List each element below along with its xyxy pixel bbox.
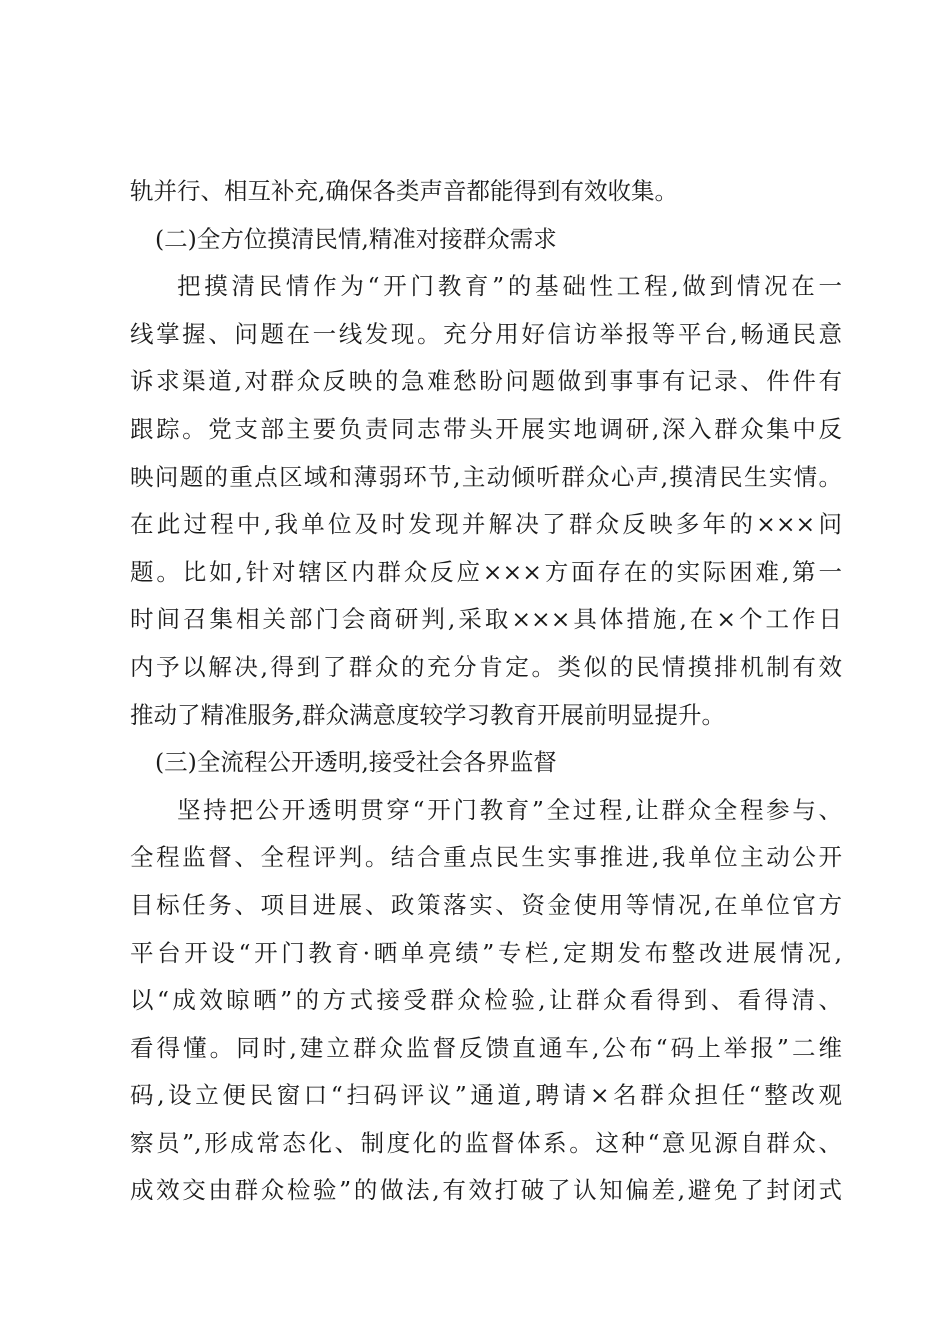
paragraph-line: 映问题的重点区域和薄弱环节,主动倾听群众心声,摸清民生实情。	[130, 462, 842, 491]
paragraph-line: 码,设立便民窗口“扫码评议”通道,聘请×名群众担任“整改观	[130, 1081, 842, 1110]
paragraph-line: 坚持把公开透明贯穿“开门教育”全过程,让群众全程参与、	[177, 795, 842, 824]
paragraph-line: 察员”,形成常态化、制度化的监督体系。这种“意见源自群众、	[130, 1128, 842, 1157]
section-heading-2: (二)全方位摸清民情,精准对接群众需求	[155, 224, 557, 253]
paragraph-line: 成效交由群众检验”的做法,有效打破了认知偏差,避免了封闭式	[130, 1176, 842, 1205]
section-heading-3: (三)全流程公开透明,接受社会各界监督	[155, 748, 557, 777]
paragraph-line: 轨并行、相互补充,确保各类声音都能得到有效收集。	[130, 177, 678, 205]
paragraph-line: 跟踪。党支部主要负责同志带头开展实地调研,深入群众集中反	[130, 414, 842, 443]
paragraph-line: 看得懂。同时,建立群众监督反馈直通车,公布“码上举报”二维	[130, 1033, 842, 1062]
paragraph-line: 推动了精准服务,群众满意度较学习教育开展前明显提升。	[130, 700, 725, 729]
paragraph-line: 在此过程中,我单位及时发现并解决了群众反映多年的×××问	[130, 510, 842, 539]
paragraph-line: 全程监督、全程评判。结合重点民生实事推进,我单位主动公开	[130, 843, 842, 872]
paragraph-line: 平台开设“开门教育·晒单亮绩”专栏,定期发布整改进展情况,	[130, 938, 842, 967]
paragraph-line: 把摸清民情作为“开门教育”的基础性工程,做到情况在一	[177, 272, 842, 301]
paragraph-line: 题。比如,针对辖区内群众反应×××方面存在的实际困难,第一	[130, 557, 842, 586]
paragraph-line: 目标任务、项目进展、政策落实、资金使用等情况,在单位官方	[130, 890, 842, 919]
paragraph-line: 内予以解决,得到了群众的充分肯定。类似的民情摸排机制有效	[130, 652, 842, 681]
paragraph-line: 线掌握、问题在一线发现。充分用好信访举报等平台,畅通民意	[130, 319, 842, 348]
document-body	[130, 168, 842, 1215]
paragraph-line: 诉求渠道,对群众反映的急难愁盼问题做到事事有记录、件件有	[130, 367, 842, 396]
paragraph-line: 以“成效晾晒”的方式接受群众检验,让群众看得到、看得清、	[130, 986, 842, 1015]
paragraph-line: 时间召集相关部门会商研判,采取×××具体措施,在×个工作日	[130, 605, 842, 634]
